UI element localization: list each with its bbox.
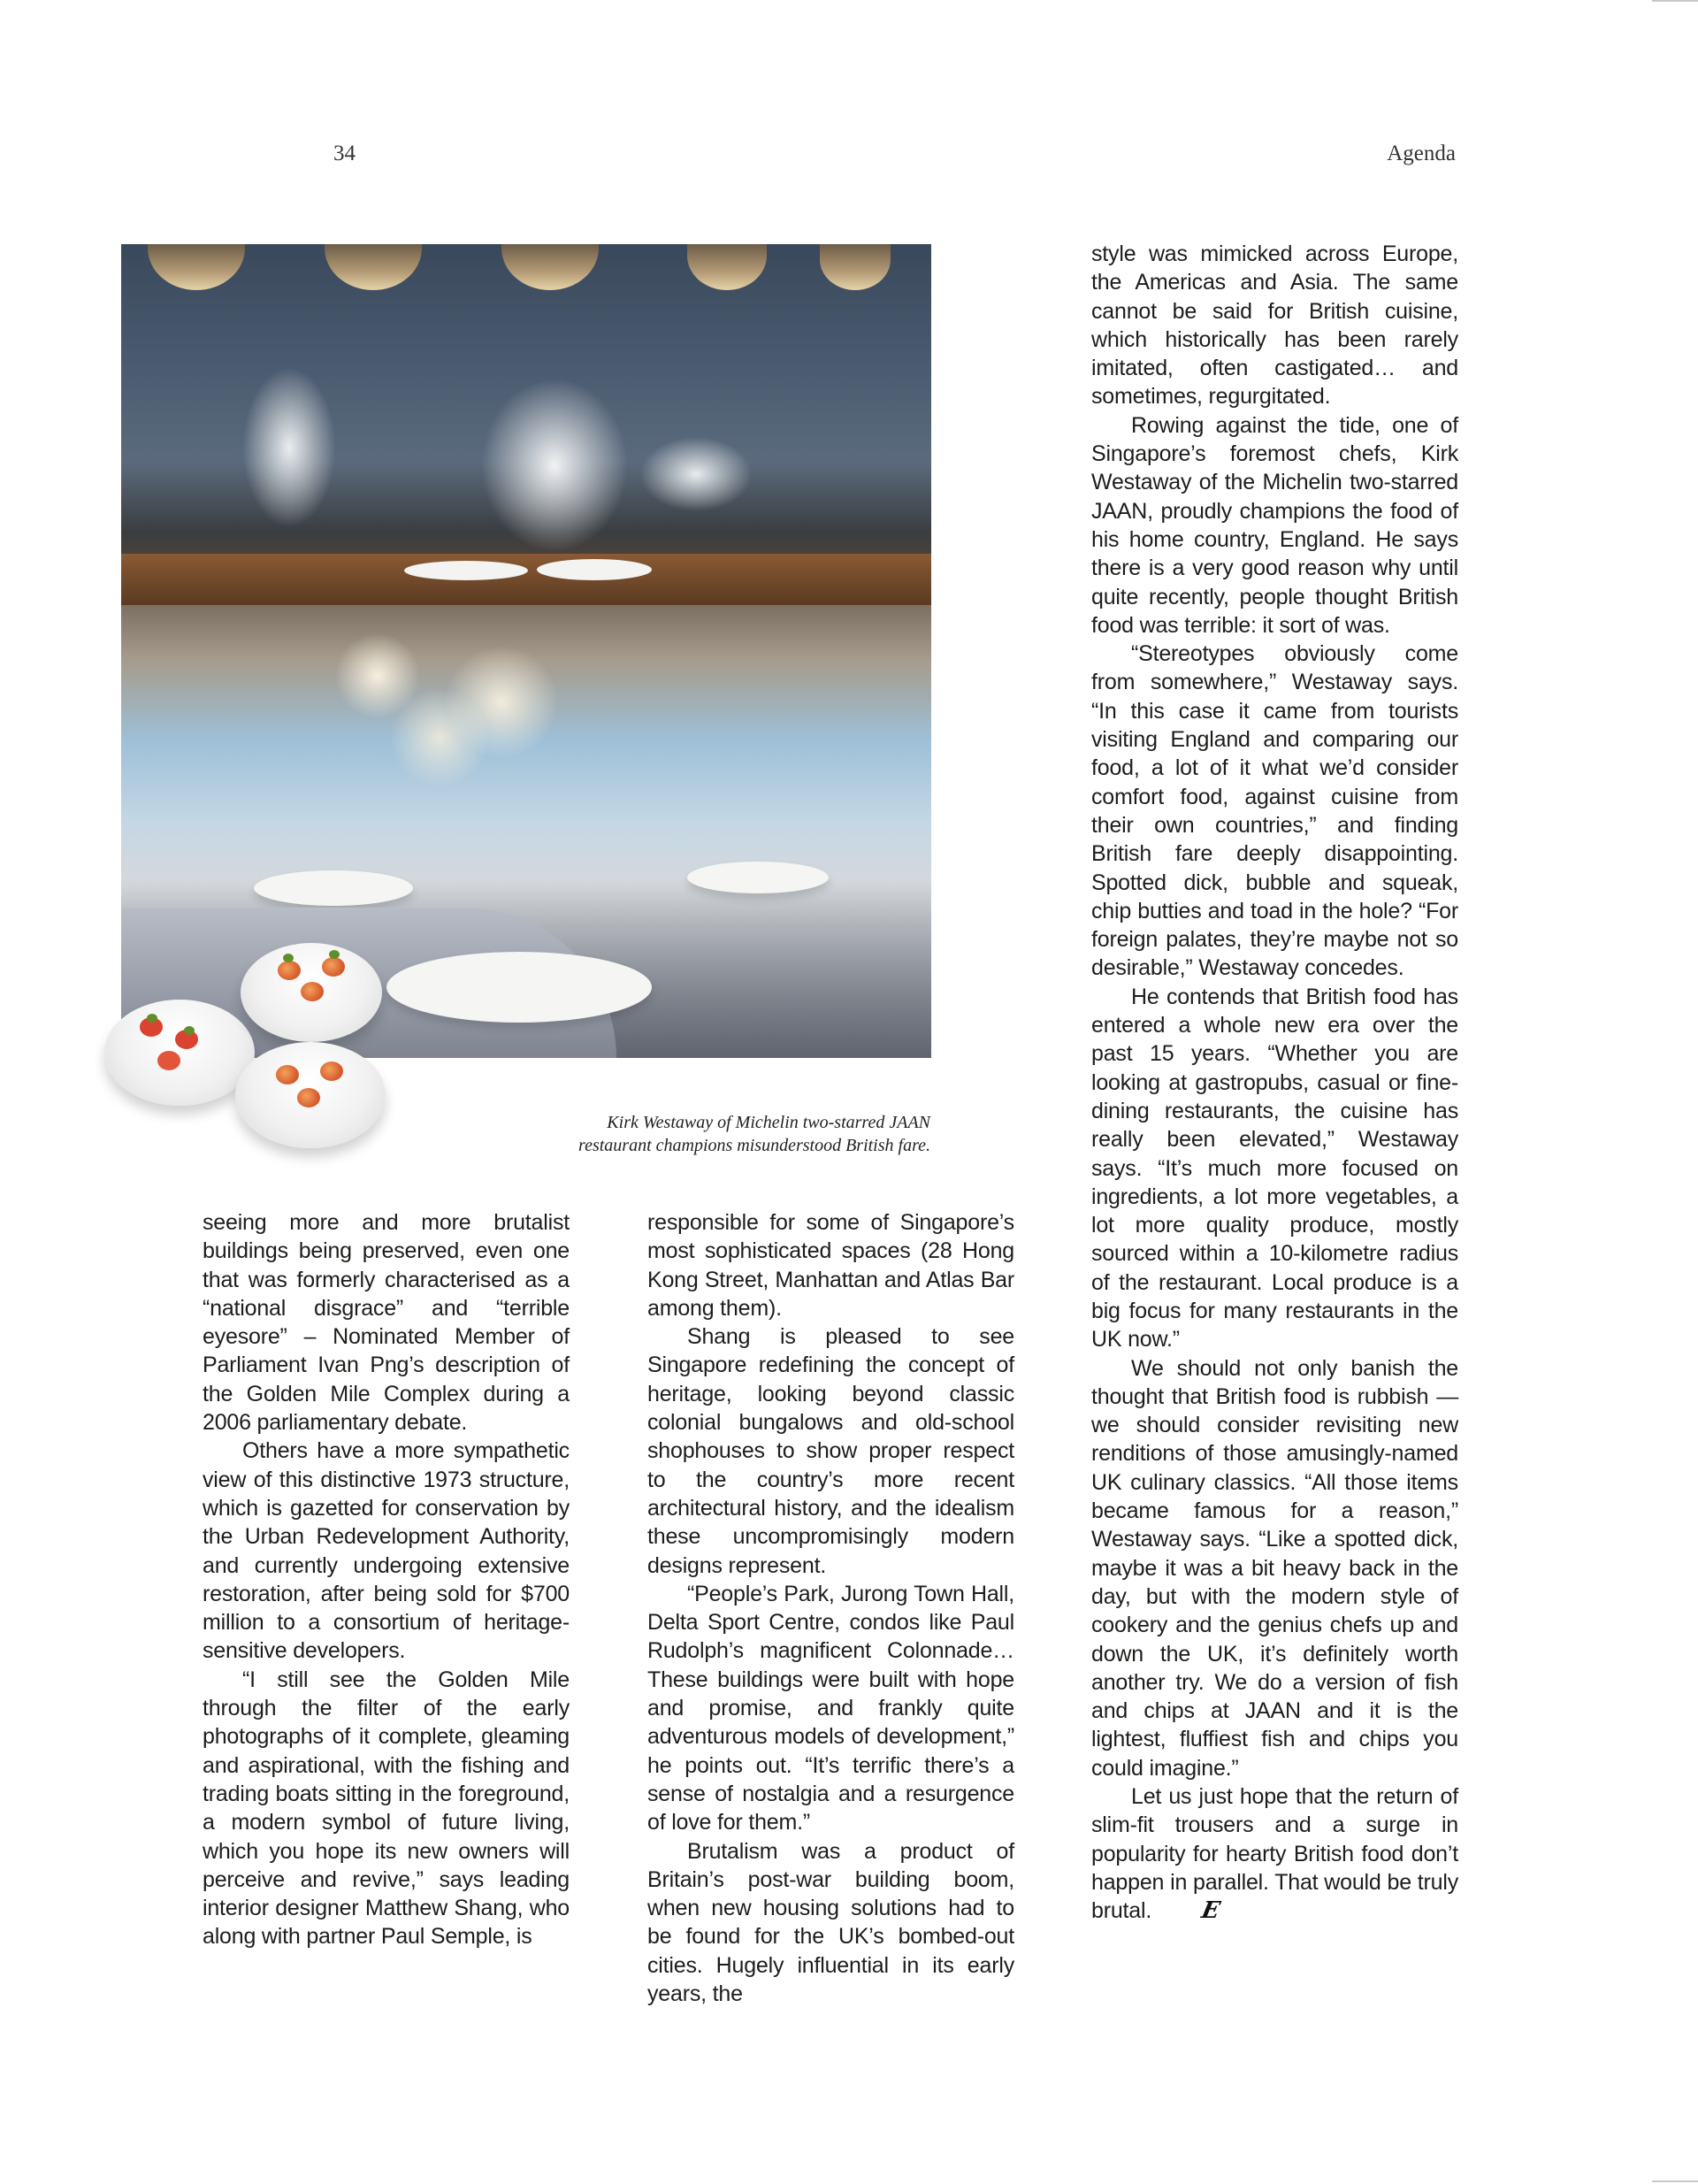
article-column-3 xyxy=(1091,240,1458,1926)
paragraph: Shang is pleased to see Singapore redefining the concept of heritage, looking beyond classic colonial bungalows and old-school shophouses to show proper respect to the country’s more recent architectural history, and the idealism these uncompromisingly modern designs represent. xyxy=(647,1324,1014,1578)
pendant-lamp xyxy=(820,244,891,290)
article-column-2 xyxy=(647,1208,1014,2008)
paragraph: responsible for some of Singapore’s most sophisticated spaces (28 Hong Kong Street, Manhattan and Atlas Bar among them). xyxy=(647,1210,1014,1321)
page-number: 34 xyxy=(333,142,356,165)
photo-caption xyxy=(435,1111,930,1157)
paragraph: He contends that British food has entered a whole new era over the past 15 years. “Whether you are looking at gastropubs, casual or fine-dining restaurants, the cuisine has really been elevated,” Westaway says. “It’s much more focused on ingredients, a lot more vegetables, a lot more quality produce, mostly sourced within a 10-kilometre radius of the restaurant. Local produce is a big focus for many restaurants in the UK now.” xyxy=(1091,984,1458,1353)
pendant-lamp xyxy=(501,244,599,290)
paragraph: seeing more and more brutalist buildings being preserved, even one that was formerly characterised as a “national disgrace” and “terrible eyesore” – Nominated Member of Parliament Ivan Png’s description of the Golden Mile Complex during a 2006 parliamentary debate. xyxy=(203,1210,570,1436)
section-label: Agenda xyxy=(1387,142,1456,165)
paragraph: “I still see the Golden Mile through the filter of the early photographs of it complete, gleaming and aspirational, with the fishing and trading boats sitting in the foreground, a modern symbol of future living, which you hope its new owners will perceive and revive,” says leading interior designer Matthew Shang, who along with partner Paul Semple, is xyxy=(203,1667,570,1950)
paragraph xyxy=(1091,1782,1458,1925)
plate xyxy=(404,561,528,580)
chandelier xyxy=(272,605,608,791)
pendant-lamp xyxy=(325,244,422,290)
pendant-lamp xyxy=(148,244,245,290)
paragraph: Others have a more sympathetic view of this distinctive 1973 structure, which is gazetted for conservation by the Urban Redevelopment Authority, and currently undergoing extensive restoration, after being sold for $700 million to a consortium of heritage-sensitive developers. xyxy=(203,1438,570,1664)
paragraph: “People’s Park, Jurong Town Hall, Delta Sport Centre, condos like Paul Rudolph’s magnificent Colonnade… These buildings were built with hope and promise, and frankly quite adventurous models of development,” he points out. “It’s terrific there’s a sense of nostalgia and a resurgence of love for them.” xyxy=(647,1581,1014,1835)
caption-line: restaurant champions misunderstood British fare. xyxy=(578,1136,930,1155)
end-mark-icon: E xyxy=(1198,1897,1222,1925)
dessert-plate xyxy=(235,1042,386,1148)
dining-table xyxy=(386,952,652,1023)
closing-text: Let us just hope that the return of slim-fit trousers and a surge in popularity for hearty British food don’t happen in parallel. That would be truly brutal. xyxy=(1091,1784,1458,1924)
dining-table xyxy=(687,862,829,893)
kitchen-counter xyxy=(121,554,931,605)
corner-rule-top xyxy=(1652,0,1698,2)
caption-line: Kirk Westaway of Michelin two-starred JAAN xyxy=(607,1113,930,1132)
plate xyxy=(537,559,652,580)
paragraph: Brutalism was a product of Britain’s post-war building boom, when new housing solutions had to be found for the UK’s bombed-out cities. Hugely influential in its early years, the xyxy=(647,1838,1014,2007)
paragraph: We should not only banish the thought that British food is rubbish — we should consider revisiting new renditions of those amusingly-named UK culinary classics. “All those items became famous for a reason,” Westaway says. “Like a spotted dick, maybe it was a bit heavy back in the day, but with the modern style of cookery and the genius chefs up and down the UK, it’s definitely worth another try. We do a version of fish and chips at JAAN and it is the lightest, fluffiest fish and chips you could imagine.” xyxy=(1091,1355,1458,1781)
article-column-1 xyxy=(203,1208,570,1951)
pendant-lamp xyxy=(687,244,767,290)
paragraph: style was mimicked across Europe, the Americas and Asia. The same cannot be said for British cuisine, which historically has been rarely imitated, often castigated… and sometimes, regurgitated. xyxy=(1091,241,1458,410)
dessert-plate xyxy=(104,1000,255,1106)
kitchen-photo xyxy=(121,244,931,605)
paragraph: “Stereotypes obviously come from somewhere,” Westaway says. “In this case it came from tourists visiting England and comparing our food, a lot of it what we’d consider comfort food, against cuisine from their own countries,” and finding British fare deeply disappointing. Spotted dick, bubble and squeak, chip butties and toad in the hole? “For foreign palates, they’re maybe not so desirable,” Westaway concedes. xyxy=(1091,641,1458,981)
paragraph: Rowing against the tide, one of Singapore’s foremost chefs, Kirk Westaway of the Michelin two-starred JAAN, proudly champions the food of his home country, England. He says there is a very good reason why until quite recently, people thought British food was terrible: it sort of was. xyxy=(1091,412,1458,638)
dining-table xyxy=(254,870,413,906)
corner-rule-bottom xyxy=(1652,2180,1698,2182)
dessert-plate xyxy=(241,943,382,1042)
